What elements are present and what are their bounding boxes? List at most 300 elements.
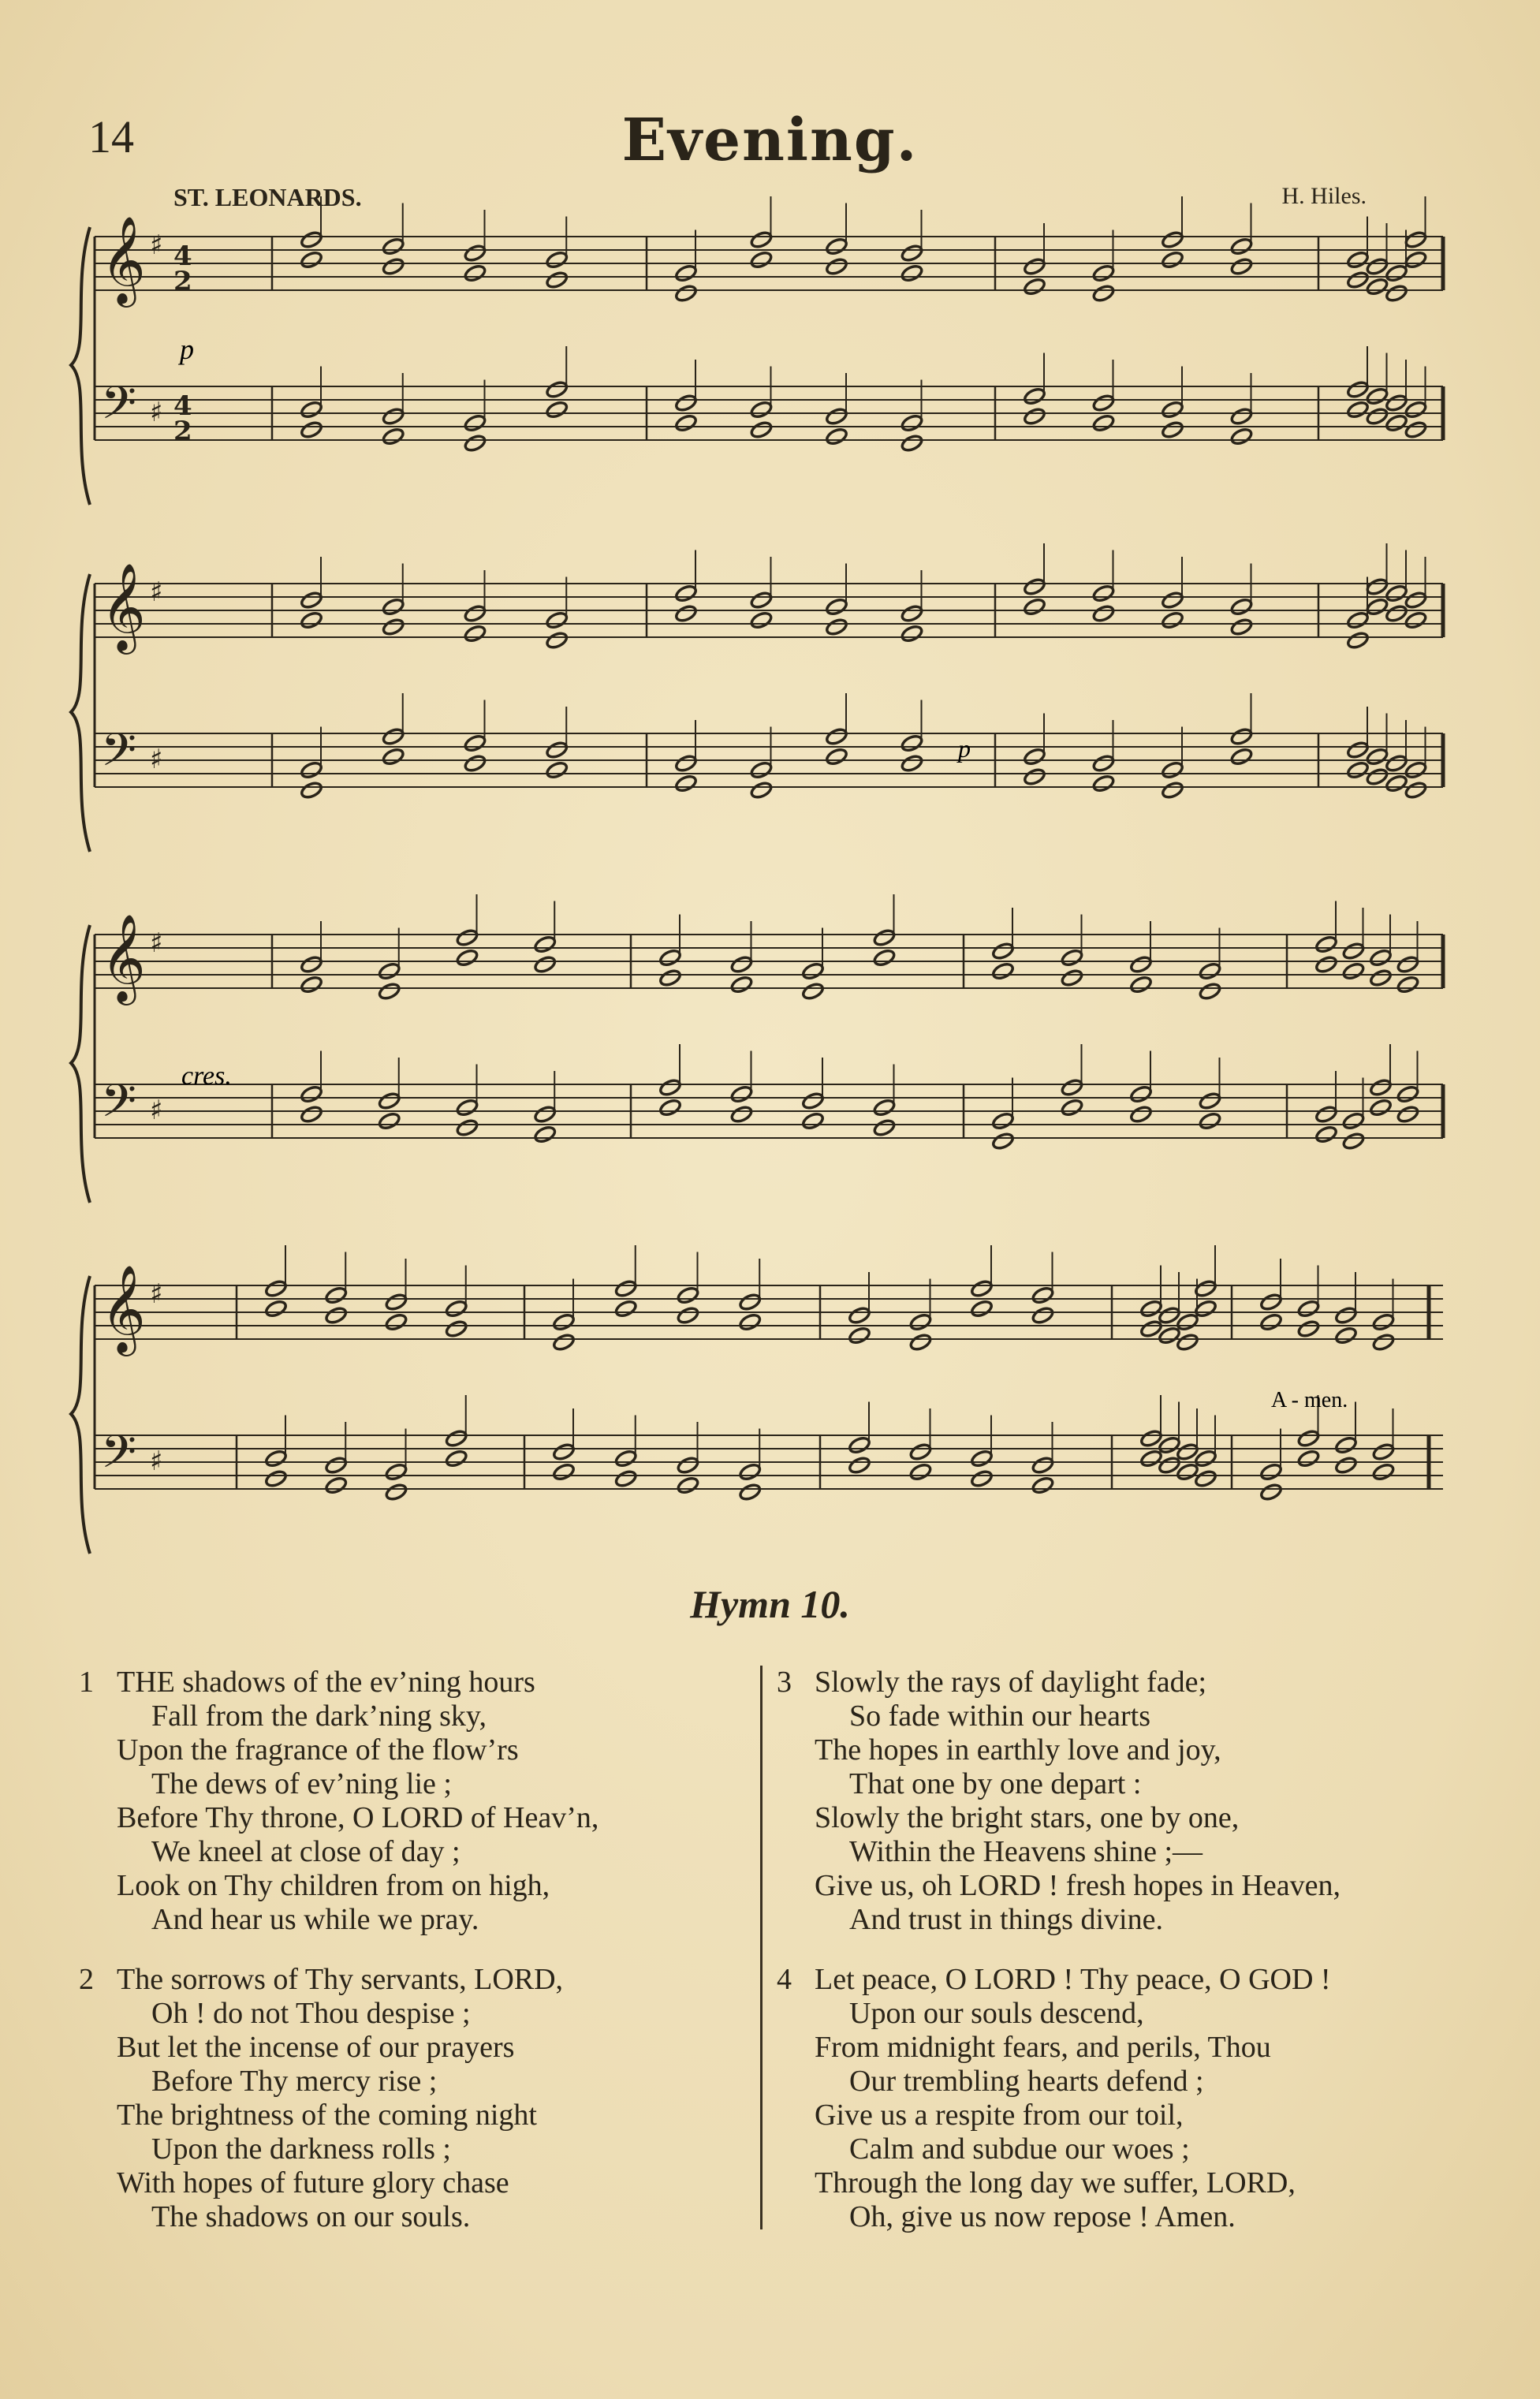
note-head bbox=[1161, 610, 1184, 630]
note-head bbox=[901, 604, 924, 624]
note-head bbox=[1342, 961, 1366, 981]
note-head bbox=[991, 1132, 1015, 1151]
note-head bbox=[801, 1091, 825, 1111]
note-head bbox=[1092, 394, 1116, 413]
note-head bbox=[1404, 610, 1428, 630]
note-head bbox=[991, 942, 1015, 961]
note-head bbox=[901, 413, 924, 433]
brace bbox=[71, 227, 90, 505]
verse-line: Our trembling hearts defend ; bbox=[849, 2065, 1204, 2098]
note-head bbox=[1385, 774, 1408, 793]
note-head bbox=[873, 928, 897, 948]
note-head bbox=[1161, 400, 1184, 420]
note-head bbox=[1366, 386, 1389, 406]
note-head bbox=[1199, 982, 1222, 1002]
note-head bbox=[1023, 747, 1046, 767]
note-head bbox=[1230, 747, 1254, 767]
note-head bbox=[1385, 584, 1408, 603]
note-head bbox=[738, 1293, 762, 1312]
stanza-number: 4 bbox=[777, 1963, 792, 1996]
sharp-icon: ♯ bbox=[150, 1278, 163, 1310]
stanza-number: 1 bbox=[79, 1666, 94, 1699]
note-head bbox=[456, 928, 479, 948]
note-head bbox=[614, 1449, 638, 1468]
note-head bbox=[552, 1333, 576, 1352]
verse-line: Let peace, O LORD ! Thy peace, O GOD ! bbox=[815, 1963, 1331, 1996]
note-head bbox=[750, 760, 774, 780]
note-head bbox=[1129, 1084, 1153, 1104]
note-head bbox=[1314, 1105, 1338, 1125]
note-head bbox=[464, 244, 487, 263]
note-head bbox=[901, 244, 924, 263]
verse-line: The shadows on our souls. bbox=[151, 2200, 471, 2233]
note-head bbox=[1230, 407, 1254, 427]
note-head bbox=[1366, 577, 1389, 597]
note-head bbox=[1092, 774, 1116, 793]
verse-line: Before Thy mercy rise ; bbox=[151, 2065, 438, 2098]
note-head bbox=[1031, 1476, 1055, 1495]
note-head bbox=[1385, 263, 1408, 283]
note-head bbox=[674, 774, 698, 793]
note-head bbox=[1061, 948, 1084, 968]
note-head bbox=[378, 961, 401, 981]
note-head bbox=[300, 591, 323, 610]
note-head bbox=[324, 1306, 348, 1326]
note-head bbox=[1346, 760, 1370, 780]
note-head bbox=[1385, 604, 1408, 624]
note-head bbox=[1023, 277, 1046, 297]
verse-line: From midnight fears, and perils, Thou bbox=[815, 2031, 1271, 2064]
verse-line: But let the incense of our prayers bbox=[117, 2031, 515, 2064]
note-head bbox=[1297, 1429, 1321, 1449]
bass-clef-icon: 𝄢 bbox=[101, 723, 137, 788]
note-head bbox=[545, 380, 569, 400]
note-head bbox=[1346, 380, 1370, 400]
stanza-2 bbox=[79, 1963, 757, 2234]
note-head bbox=[970, 1469, 994, 1489]
note-head bbox=[674, 284, 698, 304]
amen-label: A - men. bbox=[1271, 1388, 1348, 1412]
note-head bbox=[825, 727, 848, 747]
note-head bbox=[1396, 975, 1420, 994]
note-head bbox=[750, 781, 774, 800]
brace bbox=[71, 574, 90, 852]
note-head bbox=[324, 1456, 348, 1476]
stanza-number: 2 bbox=[79, 1963, 94, 1996]
note-head bbox=[1297, 1299, 1321, 1319]
note-head bbox=[264, 1469, 288, 1489]
note-head bbox=[848, 1326, 871, 1345]
note-head bbox=[1023, 257, 1046, 277]
verse-line: The dews of ev’ning lie ; bbox=[151, 1767, 452, 1800]
note-head bbox=[991, 1111, 1015, 1131]
note-head bbox=[533, 935, 557, 954]
note-head bbox=[1396, 1084, 1420, 1104]
note-head bbox=[1385, 394, 1408, 413]
note-head bbox=[1334, 1435, 1358, 1455]
note-head bbox=[909, 1462, 933, 1482]
dynamic-p-1: p bbox=[180, 334, 194, 365]
note-head bbox=[1230, 237, 1254, 256]
note-head bbox=[901, 263, 924, 283]
note-head bbox=[300, 781, 323, 800]
note-head bbox=[378, 982, 401, 1002]
note-head bbox=[1404, 420, 1428, 440]
verse-line: So fade within our hearts bbox=[849, 1699, 1151, 1733]
column-divider bbox=[760, 1666, 763, 2229]
note-head bbox=[1372, 1442, 1396, 1462]
note-head bbox=[730, 1105, 754, 1125]
verse-line: And trust in things divine. bbox=[849, 1903, 1163, 1936]
note-head bbox=[300, 230, 323, 250]
note-head bbox=[801, 982, 825, 1002]
note-head bbox=[1297, 1449, 1321, 1468]
verse-line: Give us, oh LORD ! fresh hopes in Heaven, bbox=[815, 1869, 1341, 1902]
note-head bbox=[991, 961, 1015, 981]
note-head bbox=[1369, 948, 1393, 968]
note-head bbox=[464, 413, 487, 433]
note-head bbox=[300, 975, 323, 994]
note-head bbox=[545, 610, 569, 630]
note-head bbox=[1092, 284, 1116, 304]
note-head bbox=[1346, 610, 1370, 630]
note-head bbox=[324, 1476, 348, 1495]
note-head bbox=[674, 413, 698, 433]
note-head bbox=[1092, 754, 1116, 774]
note-head bbox=[1092, 584, 1116, 603]
note-head bbox=[300, 610, 323, 630]
verse-line: The sorrows of Thy servants, LORD, bbox=[117, 1963, 564, 1996]
note-head bbox=[1404, 250, 1428, 270]
note-head bbox=[1023, 767, 1046, 787]
note-head bbox=[545, 270, 569, 290]
note-head bbox=[677, 1306, 700, 1326]
time-signature: 4 bbox=[173, 390, 192, 422]
verse-line: Oh ! do not Thou despise ; bbox=[151, 1997, 471, 2030]
note-head bbox=[1161, 230, 1184, 250]
note-head bbox=[552, 1442, 576, 1462]
note-head bbox=[750, 591, 774, 610]
note-head bbox=[730, 955, 754, 975]
note-head bbox=[677, 1285, 700, 1305]
note-head bbox=[901, 434, 924, 453]
note-head bbox=[545, 741, 569, 760]
note-head bbox=[382, 597, 405, 617]
note-head bbox=[1031, 1306, 1055, 1326]
note-head bbox=[1404, 760, 1428, 780]
note-head bbox=[674, 604, 698, 624]
dynamic-p-2: p bbox=[958, 734, 971, 763]
note-head bbox=[848, 1456, 871, 1476]
note-head bbox=[300, 250, 323, 270]
note-head bbox=[909, 1442, 933, 1462]
note-head bbox=[901, 754, 924, 774]
note-head bbox=[464, 263, 487, 283]
sharp-icon: ♯ bbox=[150, 1446, 163, 1477]
note-head bbox=[1404, 781, 1428, 800]
note-head bbox=[1366, 747, 1389, 767]
note-head bbox=[1372, 1333, 1396, 1352]
verse-line: With hopes of future glory chase bbox=[117, 2166, 509, 2199]
note-head bbox=[1346, 631, 1370, 651]
note-head bbox=[464, 604, 487, 624]
note-head bbox=[456, 1118, 479, 1138]
note-head bbox=[825, 747, 848, 767]
note-head bbox=[1342, 1111, 1366, 1131]
verse-line: Upon the darkness rolls ; bbox=[151, 2132, 451, 2166]
note-head bbox=[1161, 760, 1184, 780]
note-head bbox=[1023, 577, 1046, 597]
sharp-icon: ♯ bbox=[150, 229, 163, 261]
note-head bbox=[730, 975, 754, 994]
note-head bbox=[674, 394, 698, 413]
note-head bbox=[545, 250, 569, 270]
note-head bbox=[1334, 1326, 1358, 1345]
note-head bbox=[909, 1333, 933, 1352]
tune-name: ST. LEONARDS. bbox=[173, 183, 362, 211]
dynamic-cres: cres. bbox=[181, 1061, 232, 1091]
note-head bbox=[1369, 968, 1393, 988]
note-head bbox=[1199, 961, 1222, 981]
note-head bbox=[801, 1111, 825, 1131]
verse-line: That one by one depart : bbox=[849, 1767, 1142, 1800]
note-head bbox=[1334, 1306, 1358, 1326]
note-head bbox=[300, 760, 323, 780]
note-head bbox=[873, 1118, 897, 1138]
verse-line: Within the Heavens shine ;— bbox=[849, 1835, 1203, 1868]
note-head bbox=[1161, 250, 1184, 270]
note-head bbox=[1385, 754, 1408, 774]
note-head bbox=[385, 1483, 408, 1502]
note-head bbox=[674, 263, 698, 283]
note-head bbox=[1129, 1105, 1153, 1125]
bass-clef-icon: 𝄢 bbox=[101, 1074, 137, 1139]
note-head bbox=[1061, 968, 1084, 988]
note-head bbox=[970, 1279, 994, 1299]
note-head bbox=[382, 257, 405, 277]
note-head bbox=[1396, 955, 1420, 975]
note-head bbox=[533, 1125, 557, 1144]
note-head bbox=[1366, 597, 1389, 617]
note-head bbox=[1342, 1132, 1366, 1151]
note-head bbox=[1342, 942, 1366, 961]
stanza-4 bbox=[777, 1963, 1471, 2234]
verses-right-column bbox=[777, 1666, 1471, 2260]
note-head bbox=[1031, 1285, 1055, 1305]
note-head bbox=[1092, 413, 1116, 433]
note-head bbox=[658, 968, 682, 988]
time-signature: 4 bbox=[173, 241, 192, 272]
note-head bbox=[750, 610, 774, 630]
treble-clef-icon: 𝄞 bbox=[101, 215, 146, 304]
composer-name: H. Hiles. bbox=[1281, 183, 1367, 209]
note-head bbox=[1314, 1125, 1338, 1144]
note-head bbox=[674, 754, 698, 774]
note-head bbox=[1346, 250, 1370, 270]
note-head bbox=[1031, 1456, 1055, 1476]
note-head bbox=[1161, 420, 1184, 440]
note-head bbox=[674, 584, 698, 603]
bass-clef-icon: 𝄢 bbox=[101, 1425, 137, 1490]
sharp-icon: ♯ bbox=[150, 1095, 163, 1126]
verse-line: Calm and subdue our woes ; bbox=[849, 2132, 1190, 2166]
note-head bbox=[738, 1312, 762, 1332]
note-head bbox=[730, 1084, 754, 1104]
note-head bbox=[552, 1312, 576, 1332]
verse-line: Fall from the dark’ning sky, bbox=[151, 1699, 487, 1733]
note-head bbox=[1061, 1078, 1084, 1098]
sharp-icon: ♯ bbox=[150, 397, 163, 428]
note-head bbox=[1023, 386, 1046, 406]
note-head bbox=[1199, 1111, 1222, 1131]
note-head bbox=[1297, 1319, 1321, 1339]
note-head bbox=[1230, 257, 1254, 277]
treble-clef-icon: 𝄞 bbox=[101, 562, 146, 651]
note-head bbox=[1366, 257, 1389, 277]
note-head bbox=[456, 1098, 479, 1117]
note-head bbox=[1346, 741, 1370, 760]
note-head bbox=[658, 1078, 682, 1098]
note-head bbox=[445, 1429, 468, 1449]
verses-left-column bbox=[79, 1666, 757, 2260]
note-head bbox=[1230, 427, 1254, 446]
note-head bbox=[750, 250, 774, 270]
note-head bbox=[825, 597, 848, 617]
note-head bbox=[677, 1456, 700, 1476]
note-head bbox=[1199, 1091, 1222, 1111]
verse-line: Slowly the rays of daylight fade; bbox=[815, 1666, 1207, 1699]
note-head bbox=[385, 1462, 408, 1482]
note-head bbox=[873, 1098, 897, 1117]
verse-line: We kneel at close of day ; bbox=[151, 1835, 461, 1868]
note-head bbox=[1259, 1293, 1283, 1312]
note-head bbox=[1385, 413, 1408, 433]
note-head bbox=[1372, 1462, 1396, 1482]
note-head bbox=[445, 1449, 468, 1468]
note-head bbox=[464, 754, 487, 774]
note-head bbox=[1161, 781, 1184, 800]
sharp-icon: ♯ bbox=[150, 927, 163, 959]
note-head bbox=[848, 1306, 871, 1326]
note-head bbox=[552, 1462, 576, 1482]
note-head bbox=[1092, 604, 1116, 624]
note-head bbox=[1369, 1078, 1393, 1098]
note-head bbox=[1366, 277, 1389, 297]
verse-line: Look on Thy children from on high, bbox=[117, 1869, 550, 1902]
note-head bbox=[445, 1319, 468, 1339]
note-head bbox=[1161, 591, 1184, 610]
note-head bbox=[970, 1299, 994, 1319]
note-head bbox=[909, 1312, 933, 1332]
sharp-icon: ♯ bbox=[150, 576, 163, 608]
stanza-1 bbox=[79, 1666, 757, 1937]
note-head bbox=[738, 1462, 762, 1482]
note-head bbox=[382, 617, 405, 637]
verse-line: The hopes in earthly love and joy, bbox=[815, 1733, 1221, 1767]
note-head bbox=[456, 948, 479, 968]
note-head bbox=[382, 237, 405, 256]
note-head bbox=[1230, 597, 1254, 617]
note-head bbox=[264, 1449, 288, 1468]
note-head bbox=[1023, 597, 1046, 617]
page-number: 14 bbox=[88, 111, 134, 162]
brace bbox=[71, 925, 90, 1203]
note-head bbox=[750, 230, 774, 250]
note-head bbox=[677, 1476, 700, 1495]
bass-clef-icon: 𝄢 bbox=[101, 376, 137, 441]
note-head bbox=[533, 1105, 557, 1125]
time-signature: 2 bbox=[173, 266, 192, 297]
note-head bbox=[378, 1091, 401, 1111]
note-head bbox=[738, 1483, 762, 1502]
note-head bbox=[825, 427, 848, 446]
note-head bbox=[848, 1435, 871, 1455]
note-head bbox=[801, 961, 825, 981]
note-head bbox=[382, 407, 405, 427]
note-head bbox=[382, 427, 405, 446]
note-head bbox=[300, 1084, 323, 1104]
note-head bbox=[1346, 270, 1370, 290]
note-head bbox=[1369, 1098, 1393, 1117]
note-head bbox=[445, 1299, 468, 1319]
note-head bbox=[1404, 230, 1428, 250]
treble-clef-icon: 𝄞 bbox=[101, 913, 146, 1002]
verse-line: Slowly the bright stars, one by one, bbox=[815, 1801, 1240, 1834]
note-head bbox=[1334, 1456, 1358, 1476]
note-head bbox=[533, 955, 557, 975]
note-head bbox=[1259, 1462, 1283, 1482]
note-head bbox=[324, 1285, 348, 1305]
verse-line: THE shadows of the ev’ning hours bbox=[117, 1666, 535, 1699]
note-head bbox=[825, 257, 848, 277]
note-head bbox=[1366, 767, 1389, 787]
verse-line: The brightness of the coming night bbox=[117, 2099, 537, 2132]
verse-line: Give us a respite from our toil, bbox=[815, 2099, 1184, 2132]
note-head bbox=[264, 1299, 288, 1319]
note-head bbox=[825, 237, 848, 256]
stanza-3 bbox=[777, 1666, 1471, 1937]
note-head bbox=[1366, 407, 1389, 427]
note-head bbox=[1259, 1312, 1283, 1332]
note-head bbox=[1404, 591, 1428, 610]
note-head bbox=[658, 948, 682, 968]
note-head bbox=[464, 624, 487, 644]
note-head bbox=[385, 1312, 408, 1332]
note-head bbox=[1230, 617, 1254, 637]
note-head bbox=[750, 420, 774, 440]
note-head bbox=[300, 400, 323, 420]
note-head bbox=[614, 1279, 638, 1299]
note-head bbox=[825, 407, 848, 427]
note-head bbox=[901, 624, 924, 644]
note-head bbox=[970, 1449, 994, 1468]
note-head bbox=[1061, 1098, 1084, 1117]
note-head bbox=[614, 1469, 638, 1489]
time-signature: 2 bbox=[173, 416, 192, 447]
verse-line: Upon our souls descend, bbox=[849, 1997, 1144, 2030]
note-head bbox=[300, 420, 323, 440]
note-head bbox=[545, 400, 569, 420]
verse-line: Before Thy throne, O LORD of Heav’n, bbox=[117, 1801, 599, 1834]
note-head bbox=[382, 727, 405, 747]
note-head bbox=[545, 760, 569, 780]
note-head bbox=[264, 1279, 288, 1299]
note-head bbox=[1259, 1483, 1283, 1502]
note-head bbox=[464, 733, 487, 753]
note-head bbox=[1385, 284, 1408, 304]
note-head bbox=[1092, 263, 1116, 283]
note-head bbox=[1314, 935, 1338, 954]
